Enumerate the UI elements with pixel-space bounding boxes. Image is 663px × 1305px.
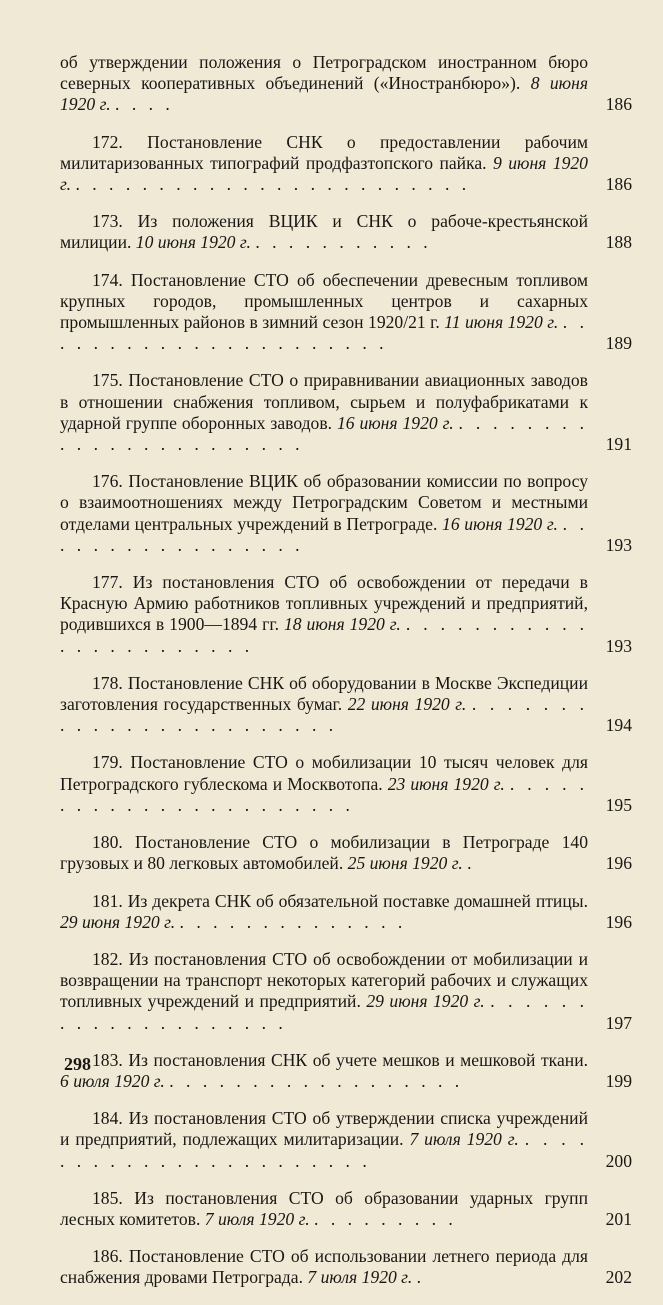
list-item	[60, 211, 632, 253]
dot-leader: . . . . . . . . . . . . . . . . . . . . . . . .	[75, 174, 471, 195]
entry-text: Постановление СТО о мобилизации в Петрограде 140 грузовых и 80 легковых автомобилей.	[60, 832, 588, 874]
entry-page: 193	[605, 635, 632, 656]
dot-leader: . . . .	[115, 94, 174, 115]
dot-leader: . . . . . . . . . . . . . . . . . . . . . . .	[60, 1129, 588, 1171]
entry-page: 200	[605, 1150, 632, 1171]
entry-date: 16 июня 1920 г.	[442, 513, 558, 534]
entry-number: 184.	[92, 1108, 123, 1129]
entry-text: Постановление ВЦИК об образовании комиссии по вопросу о взаимоотношениях между Петроградским Советом и местными отделами центральных учреждений в Петрограде.	[60, 471, 588, 534]
entry-page: 196	[605, 911, 632, 932]
entry-date: 8 июня 1920 г.	[60, 73, 588, 115]
entry-date: 10 июня 1920 г.	[135, 232, 251, 253]
dot-leader: . . . . . . . . .	[314, 1208, 457, 1229]
list-item	[60, 891, 632, 933]
list-item	[60, 270, 632, 355]
entry-date: 22 июня 1920 г.	[347, 694, 467, 715]
list-item	[60, 471, 632, 556]
entry-text: Постановление СНК о предоставлении рабочим милитаризованных типографий продфазтопского пайка.	[60, 131, 588, 173]
entry-page: 191	[605, 434, 632, 455]
entry-number: 178.	[92, 672, 123, 693]
list-item	[60, 52, 632, 116]
entry-date: 7 июля 1920 г.	[204, 1208, 310, 1229]
dot-leader: .	[416, 1267, 426, 1288]
dot-leader: . . . . . . . . . . . . . .	[179, 911, 407, 932]
entry-number: 175.	[92, 370, 123, 391]
dot-leader: . . . . . . . . . . .	[255, 232, 432, 253]
entry-number: 185.	[92, 1187, 123, 1208]
list-item	[60, 752, 632, 816]
list-item	[60, 1246, 632, 1288]
entry-page: 194	[605, 715, 632, 736]
entry-number: 183.	[92, 1049, 123, 1070]
list-item	[60, 572, 632, 657]
table-of-contents	[60, 52, 632, 1305]
entry-text: Из положения ВЦИК и СНК о рабоче-крестьянской милиции.	[60, 211, 588, 253]
dot-leader: . . . . . . . . . . . . . . . . . .	[169, 1070, 464, 1091]
entry-text: Постановление СТО о приравнивании авиационных заводов в отношении снабжения топливом, сырьем и полуфабрикатами к ударной группе оборонных заводов.	[60, 370, 588, 433]
entry-number: 176.	[92, 471, 123, 492]
entry-date: 9 июня 1920 г.	[60, 152, 588, 195]
entry-text: Постановление СТО об обеспечении древесным топливом крупных городов, промышленных центров и сахарных промышленных районов в зимний сезон 1920/21 г.	[60, 269, 588, 333]
entry-number: 177.	[92, 572, 123, 593]
dot-leader: . . . . . . . . . . . . . . . . . . . . . . .	[60, 412, 588, 455]
entry-date: 29 июня 1920 г.	[60, 911, 176, 932]
entry-text: Постановление СТО об использовании летнего периода для снабжения дровами Петрограда.	[60, 1246, 588, 1288]
dot-leader: . . . . . . . . . . . . . . . . . . . .	[60, 991, 588, 1033]
entry-page: 188	[605, 232, 632, 253]
list-item	[60, 1050, 632, 1092]
entry-text: Из декрета СНК об обязательной поставке домашней птицы.	[127, 890, 588, 911]
list-item	[60, 1108, 632, 1172]
entry-text: Из постановления СТО об образовании ударных групп лесных комитетов.	[60, 1187, 588, 1229]
entry-number: 181.	[92, 890, 123, 911]
entry-date: 29 июня 1920 г.	[366, 991, 485, 1012]
entry-text: об утверждении положения о Петроградском иностранном бюро северных кооперативных объединений («Иностранбюро»).	[60, 52, 588, 94]
page-number: 298	[64, 1054, 91, 1074]
entry-number: 173.	[92, 211, 123, 232]
list-item	[60, 673, 632, 737]
list-item	[60, 370, 632, 455]
list-item	[60, 832, 632, 874]
entry-page: 196	[605, 853, 632, 874]
entry-text: Из постановления СТО об освобождении от передачи в Красную Армию работников топливных учреждений и предприятий, родившихся в 1900—1894 гг.	[60, 572, 588, 635]
entry-page: 186	[605, 174, 632, 195]
entry-text: Постановление СНК об оборудовании в Москве Экспедиции заготовления государственных бумаг.	[60, 672, 588, 715]
entry-page: 201	[605, 1208, 632, 1229]
entry-date: 7 июля 1920 г.	[409, 1129, 519, 1150]
entry-date: 6 июля 1920 г.	[60, 1070, 165, 1091]
entry-text: Из постановления СТО об освобождении от мобилизации и возвращении на транспорт некоторых категорий рабочих и служащих топливных учреждений и предприятий.	[60, 948, 588, 1012]
entry-number: 186.	[92, 1246, 123, 1267]
entry-page: 195	[605, 794, 632, 815]
entry-text: Из постановления СНК об учете мешков и мешковой ткани.	[128, 1049, 589, 1070]
entry-date: 16 июня 1920 г.	[336, 412, 454, 433]
entry-date: 18 июня 1920 г.	[283, 614, 401, 635]
dot-leader: . . . . . . . . . . . . . . . . . . . . . . . .	[60, 694, 588, 736]
entry-page: 193	[605, 534, 632, 555]
entry-page: 189	[605, 333, 632, 354]
entry-text: Из постановления СТО об утверждении списка учреждений и предприятий, подлежащих милитаризации.	[60, 1108, 588, 1150]
entry-number: 180.	[92, 832, 123, 853]
entry-number: 182.	[92, 948, 123, 969]
entry-date: 23 июня 1920 г.	[387, 773, 505, 794]
dot-leader: . . . . . . . . . . . . . . . . . . . . . . .	[60, 614, 588, 656]
list-item	[60, 132, 632, 196]
entry-text: Постановление СТО о мобилизации 10 тысяч человек для Петроградского гублескома и Москвотопа.	[60, 752, 588, 794]
entry-date: 7 июля 1920 г.	[307, 1267, 413, 1288]
entry-number: 174.	[92, 269, 123, 290]
list-item	[60, 1188, 632, 1230]
dot-leader: . . . . . . . . . . . . . . . . . . . . . .	[60, 312, 589, 354]
entry-date: 11 июня 1920 г.	[444, 312, 559, 333]
entry-date: 25 июня 1920 г.	[347, 853, 463, 874]
entry-number: 179.	[92, 752, 123, 773]
entry-page: 199	[605, 1070, 632, 1091]
dot-leader: . . . . . . . . . . . . . . . . .	[60, 513, 589, 555]
dot-leader: . . . . . . . . . . . . . . . . . . . . . . .	[60, 773, 588, 815]
entry-page: 186	[605, 94, 632, 115]
entry-page: 197	[605, 1012, 632, 1033]
list-item	[60, 949, 632, 1034]
dot-leader: .	[467, 853, 476, 874]
entry-page: 202	[605, 1267, 632, 1288]
entry-number: 172.	[92, 131, 123, 152]
